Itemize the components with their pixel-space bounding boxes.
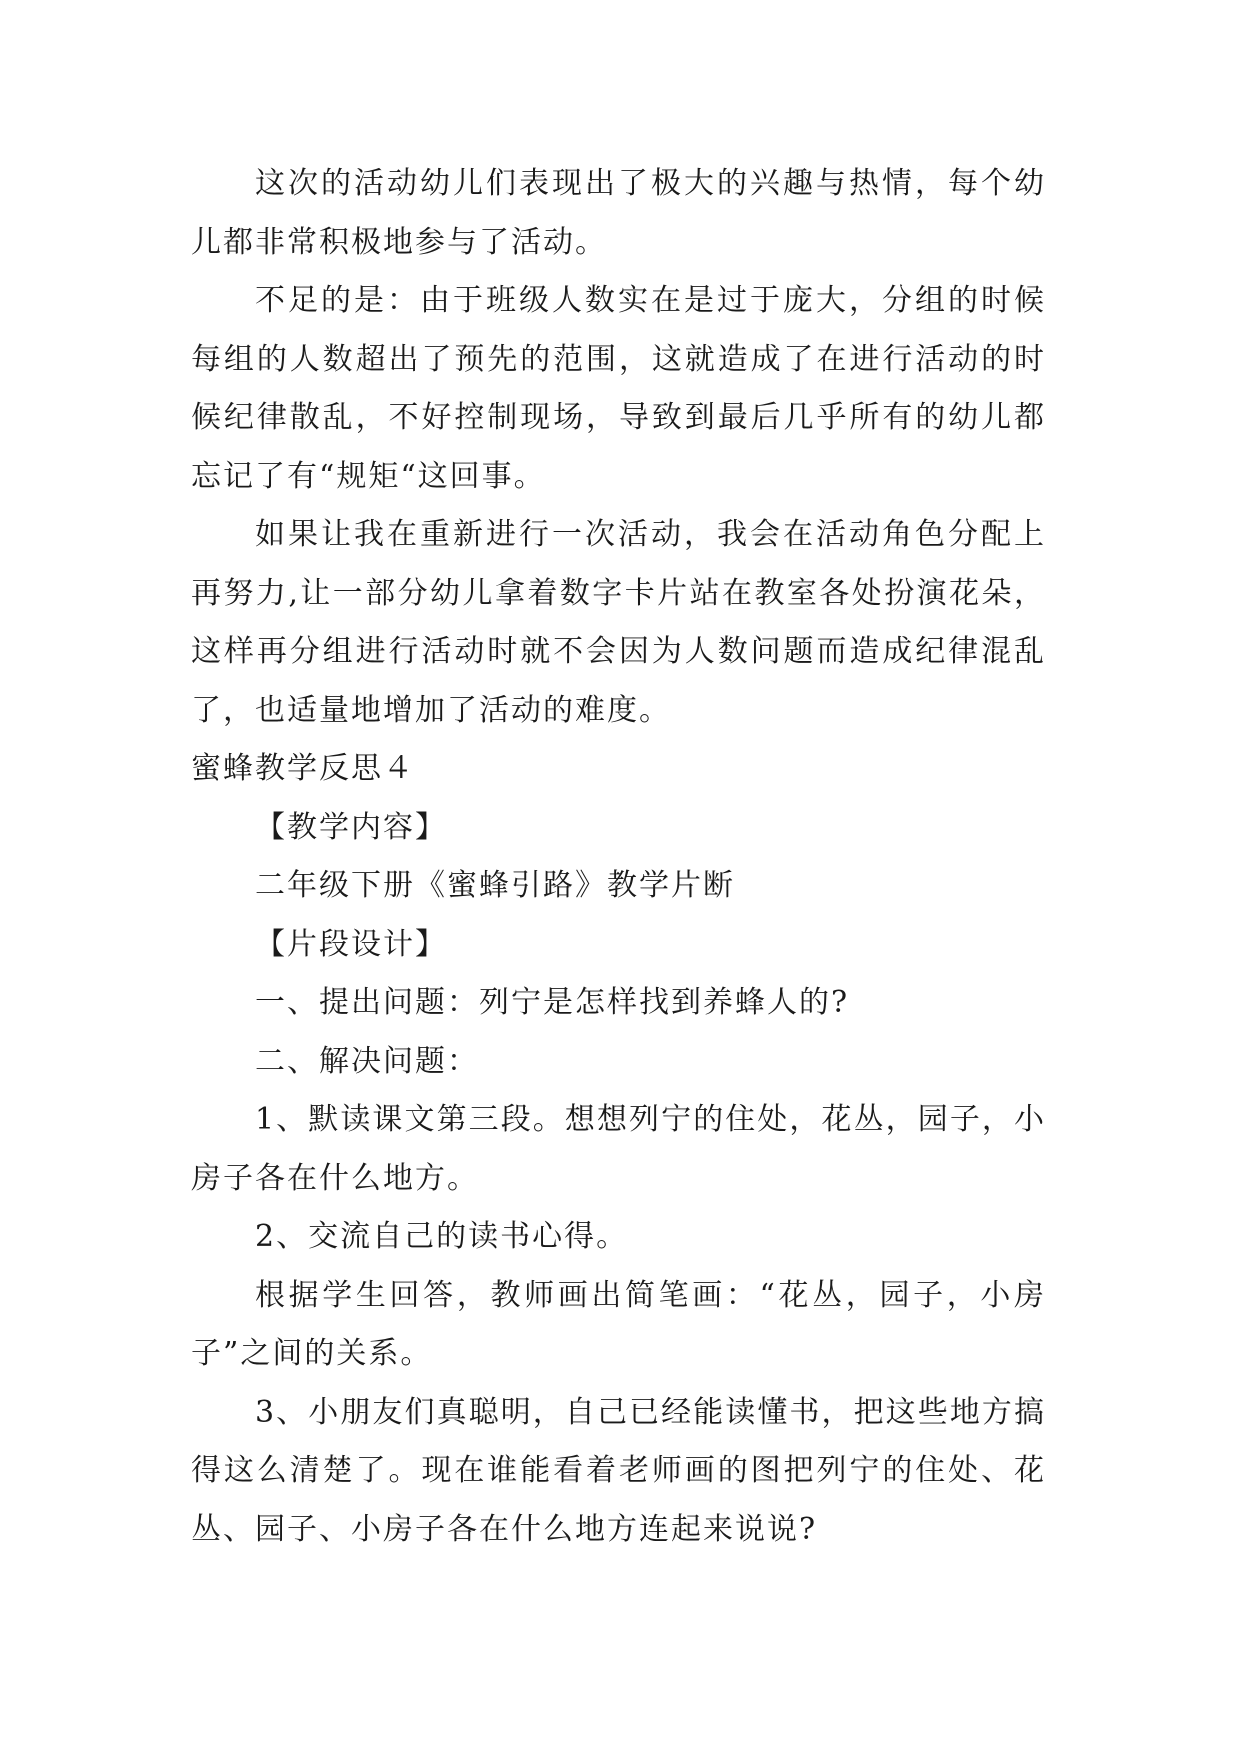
paragraph-activity-interest: 这次的活动幼儿们表现出了极大的兴趣与热情，每个幼儿都非常积极地参与了活动。	[191, 166, 1046, 260]
item-connect-places: 3、小朋友们真聪明，自己已经能读懂书，把这些地方搞得这么清楚了。现在谁能看着老师画的图把列宁的住处、花丛、园子、小房子各在什么地方连起来说说?	[191, 1394, 1046, 1547]
item-silent-reading: 1、默读课文第三段。想想列宁的住处，花丛，园子，小房子各在什么地方。	[191, 1102, 1046, 1196]
document-body	[191, 155, 1046, 1559]
item-share-reading: 2、交流自己的读书心得。	[255, 1219, 629, 1254]
paragraph-improvement: 如果让我在重新进行一次活动，我会在活动角色分配上再努力,让一部分幼儿拿着数字卡片站在教室各处扮演花朵，这样再分组进行活动时就不会因为人数问题而造成纪律混乱了，也适量地增加了活动的难度。	[191, 517, 1046, 728]
section-title: 蜜蜂教学反思４	[191, 751, 415, 786]
design-label: 【片段设计】	[255, 926, 447, 962]
step-solve-question: 二、解决问题：	[255, 1043, 479, 1079]
content-text: 二年级下册《蜜蜂引路》教学片断	[255, 868, 735, 903]
step-raise-question: 一、提出问题：列宁是怎样找到养蜂人的?	[255, 985, 850, 1020]
item-sketch-relation: 根据学生回答，教师画出简笔画：“花丛，园子，小房子”之间的关系。	[191, 1277, 1046, 1371]
content-label: 【教学内容】	[255, 809, 447, 845]
paragraph-shortcomings: 不足的是：由于班级人数实在是过于庞大，分组的时候每组的人数超出了预先的范围，这就造成了在进行活动的时候纪律散乱，不好控制现场，导致到最后几乎所有的幼儿都忘记了有“规矩“这回事。	[191, 283, 1046, 494]
